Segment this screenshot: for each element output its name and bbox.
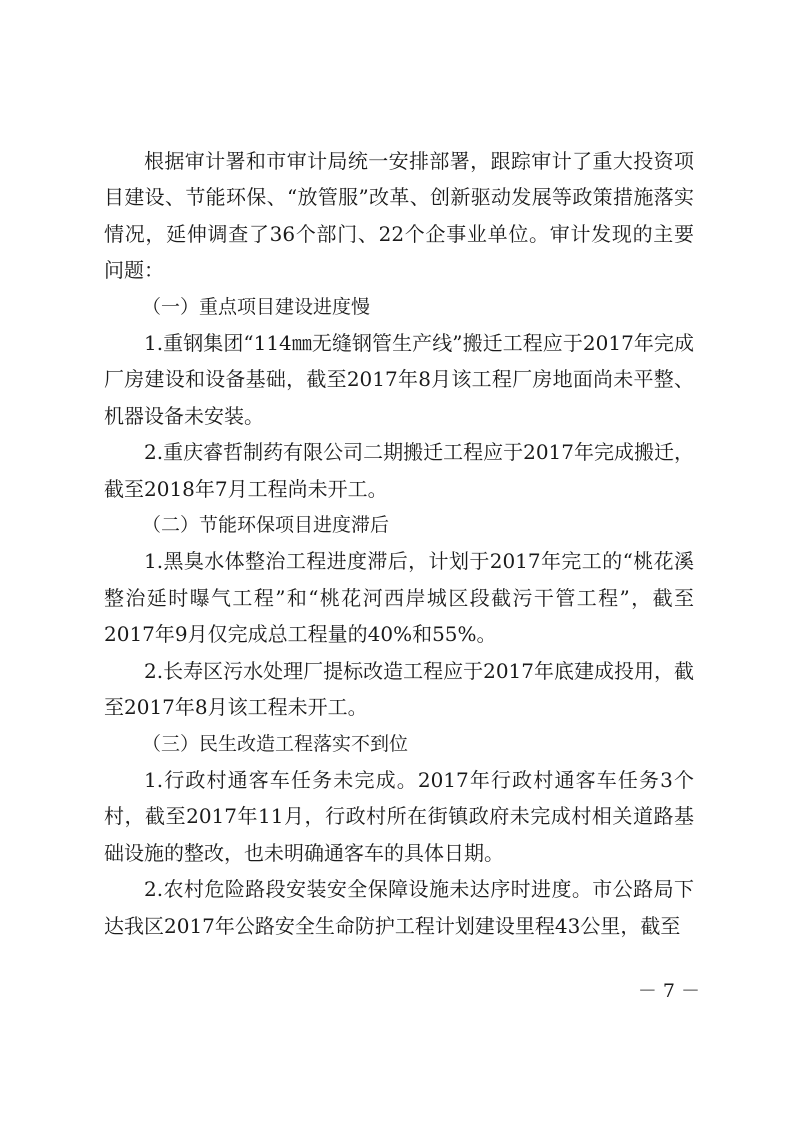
section-heading-3: （三）民生改造工程落实不到位: [142, 732, 409, 755]
paragraph-3-2: 2.农村危险路段安装安全保障设施未达序时进度。市公路局下达我区2017年公路安全生命防护工程计划建设里程43公里，截至: [104, 877, 694, 938]
paragraph-intro: 根据审计署和市审计局统一安排部署，跟踪审计了重大投资项目建设、节能环保、“放管服”改革、创新驱动发展等政策措施落实情况，延伸调查了36个部门、22个企事业单位。审计发现的主要问题：: [104, 149, 694, 283]
paragraph-1-1: 1.重钢集团“114㎜无缝钢管生产线”搬迁工程应于2017年完成厂房建设和设备基础，截至2017年8月该工程厂房地面尚未平整、机器设备未安装。: [104, 331, 694, 428]
page-number: － 7 －: [637, 980, 700, 1002]
body-text: [104, 143, 694, 944]
paragraph-2-2: 2.长寿区污水处理厂提标改造工程应于2017年底建成投用，截至2017年8月该工程未开工。: [104, 658, 694, 720]
paragraph-1-2: 2.重庆睿哲制药有限公司二期搬迁工程应于2017年完成搬迁，截至2018年7月工程尚未开工。: [104, 440, 694, 501]
paragraph-3-1: 1.行政村通客车任务未完成。2017年行政村通客车任务3个村，截至2017年11月，行政村所在街镇政府未完成村相关道路基础设施的整改，也未明确通客车的具体日期。: [104, 767, 694, 865]
section-heading-1: （一）重点项目建设进度慢: [142, 295, 371, 318]
paragraph-2-1: 1.黑臭水体整治工程进度滞后，计划于2017年完工的“桃花溪整治延时曝气工程”和“桃花河西岸城区段截污干管工程”，截至2017年9月仅完成总工程量的40%和55%。: [104, 549, 694, 647]
section-heading-2: （二）节能环保项目进度滞后: [142, 514, 390, 537]
